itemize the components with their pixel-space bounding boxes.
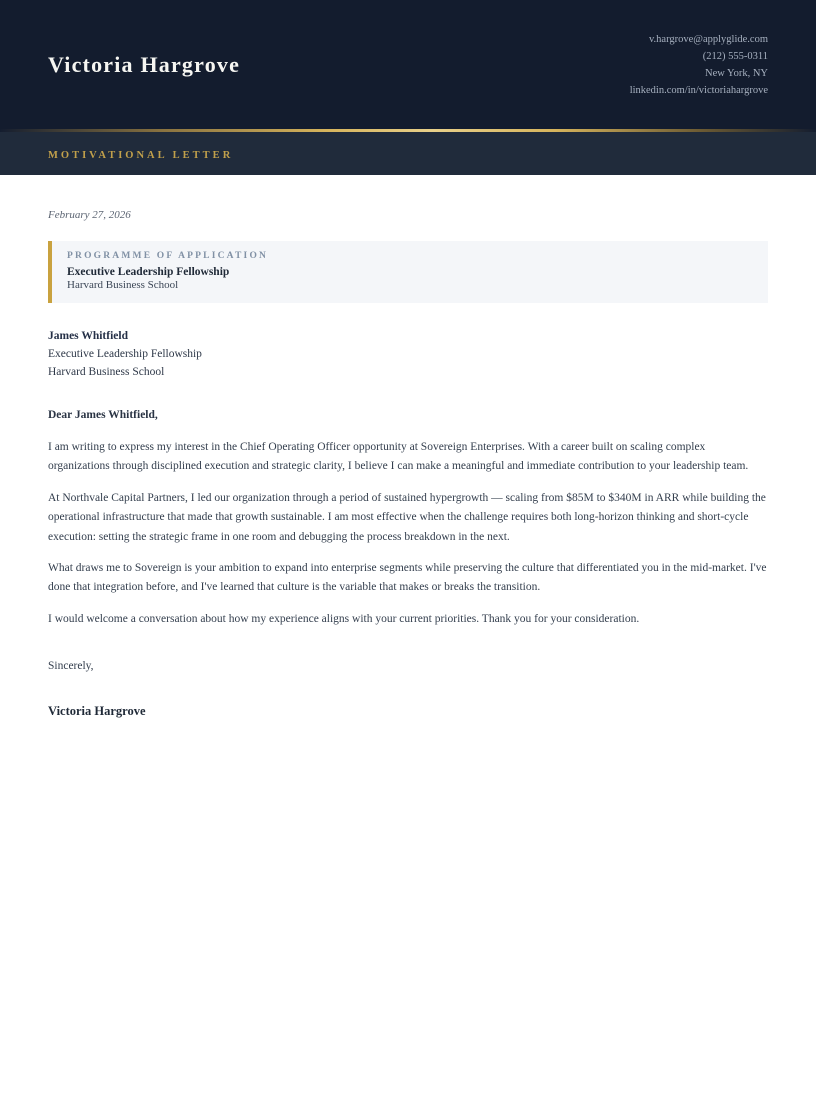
section-bar [0,132,816,175]
letter-date: February 27, 2026 [48,209,131,221]
contact-location: New York, NY [704,67,768,79]
programme-box [48,241,768,303]
recipient-name: James Whitfield [48,330,128,342]
salutation: Dear James Whitfield, [48,409,158,421]
contact-phone: (212) 555-0311 [702,50,768,62]
contact-email: v.hargrove@applyglide.com [648,33,768,45]
signature-name: Victoria Hargrove [48,704,146,719]
applicant-name: Victoria Hargrove [48,51,241,77]
programme-institution: Harvard Business School [67,279,179,291]
contact-block [630,31,768,99]
paragraph-1: I am writing to express my interest in the Chief Operating Officer opportunity at Sovereign Enterprises. With a career built on scaling complex organizations through disciplined execution and strategic clarity, I believe I can make a meaningful and immediate contribution to your leadership team. [48,441,749,473]
recipient-programme: Executive Leadership Fellowship [48,348,202,360]
letter-header [0,0,816,129]
recipient-block [48,327,768,381]
programme-title: Executive Leadership Fellowship [67,266,230,278]
contact-linkedin: linkedin.com/in/victoriahargrove [629,84,768,96]
closing: Sincerely, [48,660,94,673]
paragraph-2: At Northvale Capital Partners, I led our organization through a period of sustained hypergrowth — scaling from $85M to $340M in ARR while building the operational infrastructure that made that growth sustainable. I am most effective when the challenge requires both long-horizon thinking and short-cycle execution: setting the strategic frame in one room and debugging the process breakdown in the next. [48,491,766,543]
programme-label: PROGRAMME OF APPLICATION [67,251,269,261]
paragraph-4: I would welcome a conversation about how my experience aligns with your current priorities. Thank you for your consideration. [48,612,640,625]
recipient-institution: Harvard Business School [48,366,165,378]
section-title: MOTIVATIONAL LETTER [48,150,234,161]
letter-content [0,209,816,719]
paragraph-3: What draws me to Sovereign is your ambition to expand into enterprise segments while preserving the culture that differentiated you in the mid-market. I've done that integration before, and I've learned that culture is the variable that makes or breaks the transition. [48,562,767,594]
